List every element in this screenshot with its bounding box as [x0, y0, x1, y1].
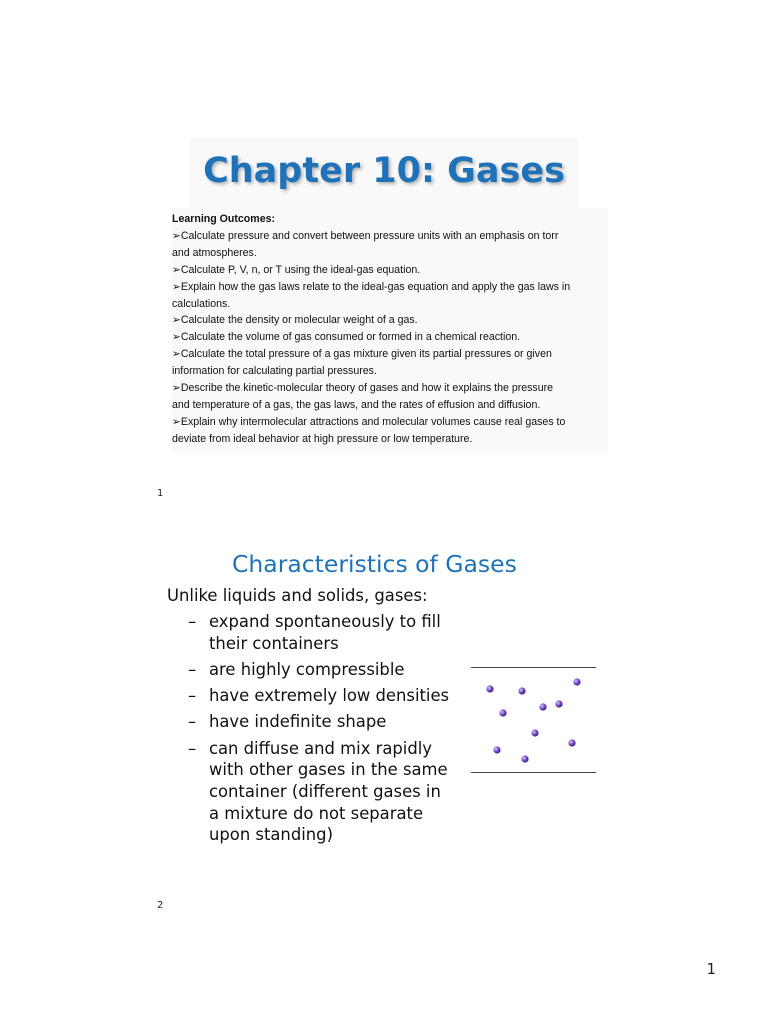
slide-2-intro: Unlike liquids and solids, gases:	[167, 586, 428, 605]
gas-particle	[568, 739, 575, 746]
outcome-line: ➢ Describe the kinetic-molecular theory of gases and how it explains the pressure	[172, 380, 608, 397]
bullet-line: – have indefinite shape	[209, 712, 387, 732]
slide-1-title: Chapter 10: Gases	[190, 138, 578, 208]
bullet-line: with other gases in the same	[209, 760, 448, 780]
outcome-line: deviate from ideal behavior at high pressure or low temperature.	[172, 432, 473, 445]
outcome-line: and temperature of a gas, the gas laws, and the rates of effusion and diffusion.	[172, 398, 541, 411]
outcome-line: ➢ Explain why intermolecular attractions and molecular volumes cause real gases to	[172, 414, 608, 431]
slide-2-number: 2	[157, 900, 164, 911]
gas-particle	[555, 700, 562, 707]
gas-particle	[521, 755, 528, 762]
slide-2-title: Characteristics of Gases	[232, 550, 517, 578]
learning-outcomes-box	[172, 208, 608, 452]
page-number: 1	[706, 960, 716, 978]
list-item	[188, 659, 488, 681]
bullet-line: – have extremely low densities	[209, 686, 450, 706]
outcome-line: ➢ Explain how the gas laws relate to the ideal-gas equation and apply the gas laws in	[172, 279, 608, 296]
gas-particle	[539, 703, 546, 710]
list-item	[188, 738, 488, 847]
outcome-line: and atmospheres.	[172, 246, 257, 259]
bullet-line: – are highly compressible	[209, 659, 405, 679]
bullet-line: – expand spontaneously to fill	[209, 612, 441, 631]
outcome-line: ➢ Calculate P, V, n, or T using the ideal-gas equation.	[172, 262, 608, 279]
outcome-line: ➢ Calculate the volume of gas consumed or formed in a chemical reaction.	[172, 329, 608, 346]
outcome-line: ➢ Calculate the total pressure of a gas mixture given its partial pressures or given	[172, 346, 608, 363]
gas-particle	[493, 746, 500, 753]
list-item	[188, 685, 488, 707]
outcome-line: information for calculating partial pressures.	[172, 365, 377, 378]
gas-particle	[573, 678, 580, 685]
gas-characteristics-list	[188, 611, 488, 851]
outcome-line: calculations.	[172, 297, 231, 310]
bullet-line: a mixture do not separate	[209, 803, 424, 823]
gas-container-illustration	[471, 667, 596, 773]
gas-particles-image	[471, 668, 596, 772]
list-item	[188, 711, 488, 733]
bullet-line: – can diffuse and mix rapidly	[209, 738, 433, 758]
learning-outcomes-heading: Learning Outcomes:	[172, 213, 276, 225]
outcome-line: ➢ Calculate pressure and convert between pressure units with an emphasis on torr	[172, 228, 608, 245]
bullet-line: container (different gases in	[209, 781, 441, 801]
gas-particle	[499, 709, 506, 716]
outcome-line: ➢ Calculate the density or molecular weight of a gas.	[172, 312, 608, 329]
list-item	[188, 611, 488, 654]
slide-1-number: 1	[157, 488, 164, 499]
bullet-line: upon standing)	[209, 825, 333, 845]
gas-particle	[486, 685, 493, 692]
bullet-line: their containers	[209, 633, 339, 653]
gas-particle	[518, 687, 525, 694]
gas-particle	[531, 729, 538, 736]
